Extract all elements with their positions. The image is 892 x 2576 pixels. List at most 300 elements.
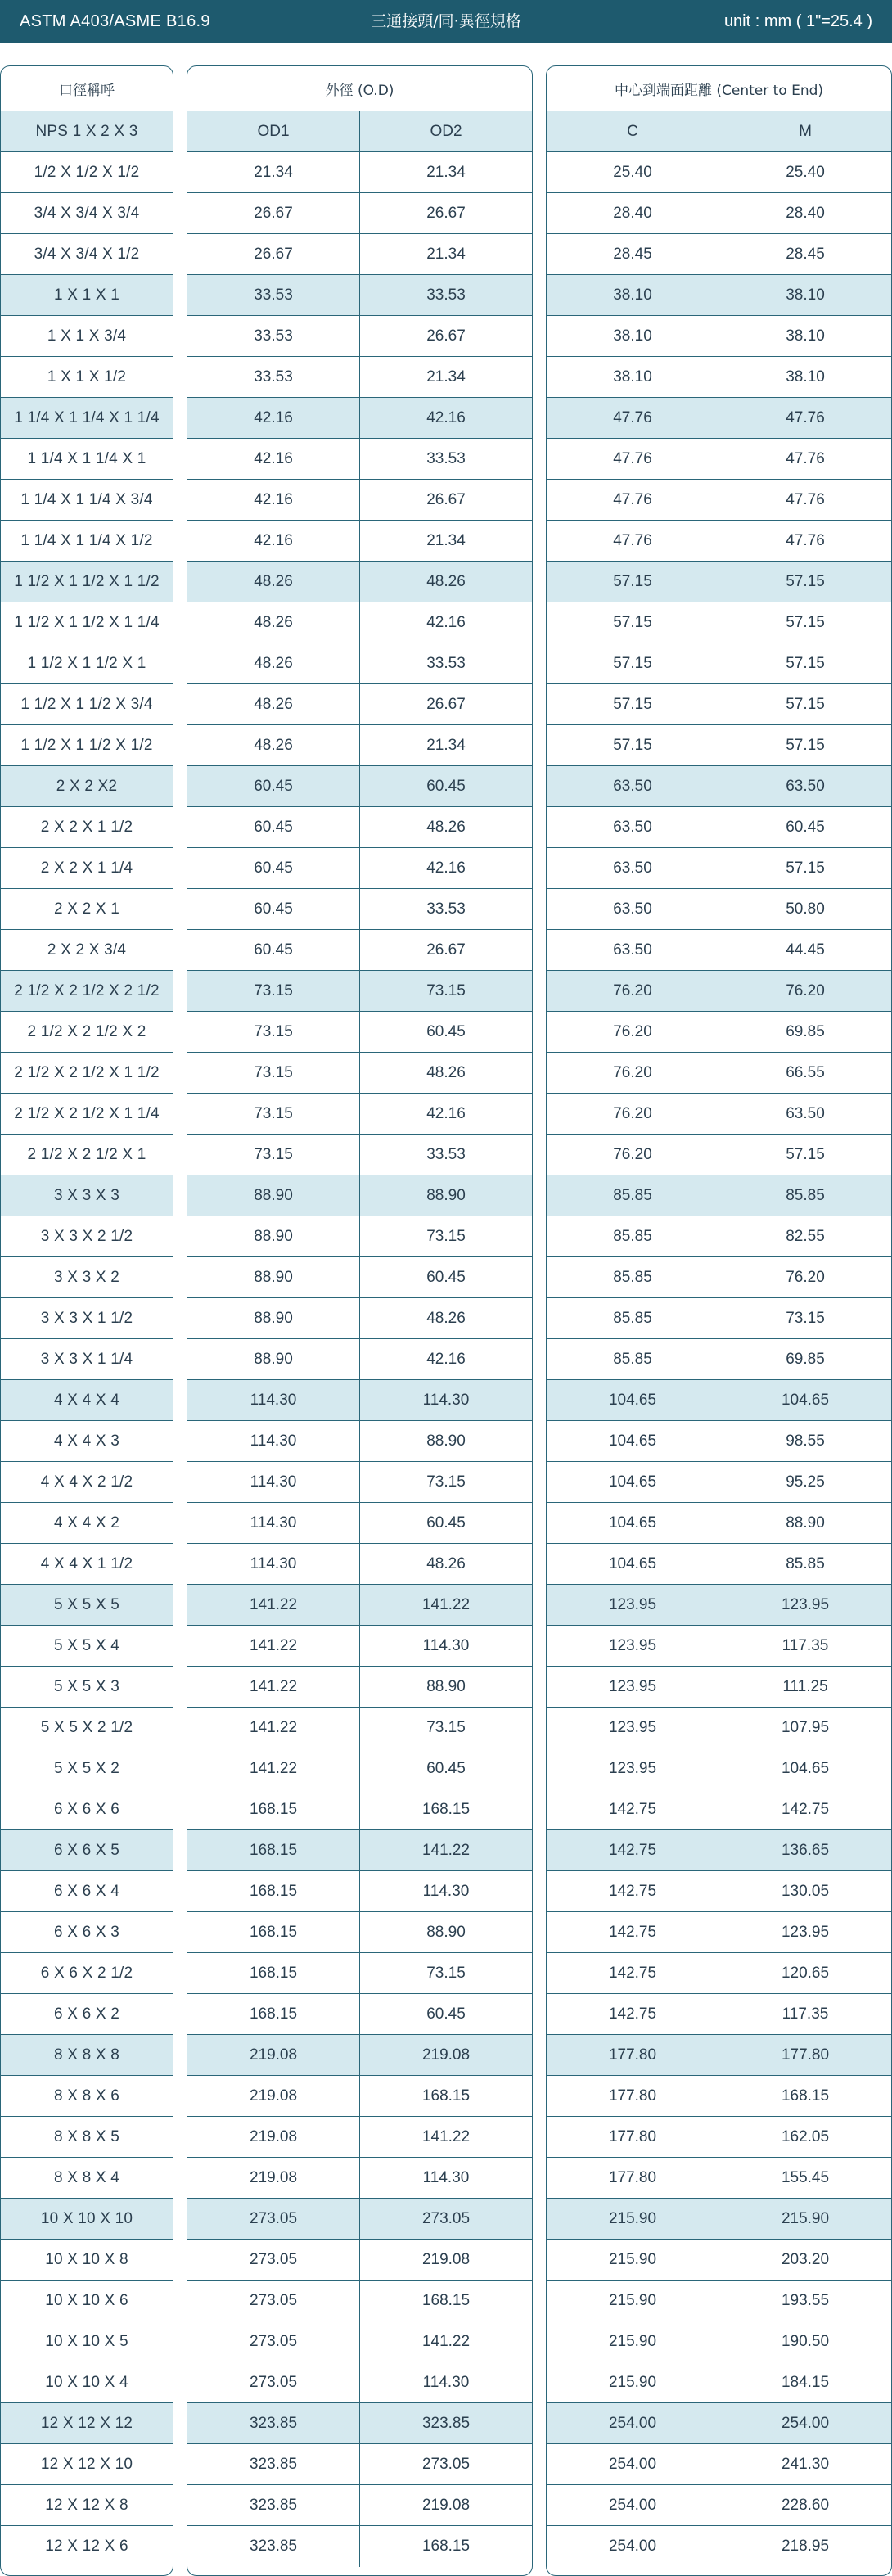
table-row bbox=[1, 357, 173, 398]
od2-cell: 141.22 bbox=[359, 2117, 532, 2157]
od2-cell: 26.67 bbox=[359, 684, 532, 724]
table-row bbox=[187, 2485, 532, 2526]
od2-cell: 60.45 bbox=[359, 1503, 532, 1543]
table-row bbox=[547, 398, 891, 439]
od2-cell: 33.53 bbox=[359, 889, 532, 929]
nps-cell: 1 1/2 X 1 1/2 X 1 bbox=[27, 654, 146, 672]
nps-cell: 6 X 6 X 3 bbox=[54, 1923, 119, 1941]
table-row bbox=[547, 1216, 891, 1257]
table-row bbox=[1, 725, 173, 766]
table-row bbox=[547, 2444, 891, 2485]
od2-cell: 323.85 bbox=[359, 2403, 532, 2443]
table-row bbox=[1, 848, 173, 889]
table-row bbox=[1, 111, 173, 152]
table-row bbox=[187, 1503, 532, 1544]
table-row bbox=[187, 1667, 532, 1708]
od2-cell: 60.45 bbox=[359, 766, 532, 806]
c-cell: 123.95 bbox=[608, 1677, 657, 1695]
table-row bbox=[547, 2403, 891, 2444]
c-cell: 215.90 bbox=[608, 2373, 657, 2391]
m-cell: 69.85 bbox=[719, 1339, 891, 1379]
od1-cell: 26.67 bbox=[254, 245, 293, 263]
c-cell: 85.85 bbox=[613, 1350, 652, 1368]
c-cell: 215.90 bbox=[608, 2332, 657, 2350]
table-row bbox=[187, 807, 532, 848]
table-row bbox=[187, 848, 532, 889]
od1-cell: 168.15 bbox=[249, 1923, 298, 1941]
table-row bbox=[1, 1012, 173, 1053]
od2-cell: 42.16 bbox=[359, 602, 532, 643]
od2-cell: 88.90 bbox=[359, 1912, 532, 1952]
nps-cell: 6 X 6 X 4 bbox=[54, 1882, 119, 1900]
od2-cell: 273.05 bbox=[359, 2444, 532, 2484]
od1-cell: 42.16 bbox=[254, 490, 293, 508]
od1-cell: 141.22 bbox=[249, 1677, 298, 1695]
table-row bbox=[547, 1503, 891, 1544]
table-row bbox=[187, 1257, 532, 1298]
nps-cell: 5 X 5 X 4 bbox=[54, 1636, 119, 1654]
table-row bbox=[187, 1175, 532, 1216]
od1-cell: 88.90 bbox=[254, 1309, 293, 1327]
table-row bbox=[1, 2281, 173, 2321]
table-row bbox=[1, 275, 173, 316]
od2-cell: 73.15 bbox=[359, 1462, 532, 1502]
table-row bbox=[547, 1544, 891, 1585]
table-row bbox=[187, 2281, 532, 2321]
table-row bbox=[1, 643, 173, 684]
m-cell: 98.55 bbox=[719, 1421, 891, 1461]
outer-diameter-panel bbox=[187, 65, 533, 2576]
table-row bbox=[187, 1708, 532, 1748]
nps-cell: 10 X 10 X 8 bbox=[45, 2250, 128, 2268]
od1-cell: 273.05 bbox=[249, 2291, 298, 2309]
od2-cell: 168.15 bbox=[359, 2526, 532, 2567]
nps-cell: 8 X 8 X 8 bbox=[54, 2046, 119, 2064]
nps-cell: 12 X 12 X 10 bbox=[40, 2455, 133, 2473]
c-cell: 215.90 bbox=[608, 2291, 657, 2309]
c-cell: 63.50 bbox=[613, 777, 652, 795]
table-row bbox=[187, 1544, 532, 1585]
od1-cell: 168.15 bbox=[249, 1964, 298, 1982]
od2-cell: 21.34 bbox=[359, 152, 532, 192]
m-cell: 104.65 bbox=[719, 1748, 891, 1789]
table-row bbox=[187, 234, 532, 275]
nps-cell: 2 X 2 X 3/4 bbox=[47, 941, 127, 959]
od2-cell: 141.22 bbox=[359, 2321, 532, 2362]
c-cell: 76.20 bbox=[613, 981, 652, 999]
nps-cell: 2 1/2 X 2 1/2 X 2 1/2 bbox=[14, 981, 160, 999]
table-row bbox=[1, 807, 173, 848]
nominal-size-panel bbox=[0, 65, 173, 2576]
m-cell: 162.05 bbox=[719, 2117, 891, 2157]
od2-cell: 168.15 bbox=[359, 1789, 532, 1829]
nominal-size-header: 口徑稱呼 bbox=[1, 66, 173, 111]
nps-cell: 12 X 12 X 8 bbox=[45, 2496, 128, 2514]
table-row bbox=[547, 1339, 891, 1380]
table-row bbox=[547, 152, 891, 193]
nps-cell: 12 X 12 X 6 bbox=[45, 2538, 128, 2555]
table-row bbox=[187, 152, 532, 193]
table-row bbox=[547, 2526, 891, 2567]
od2-cell: 73.15 bbox=[359, 1708, 532, 1748]
table-row bbox=[547, 521, 891, 562]
od2-cell: 219.08 bbox=[359, 2035, 532, 2075]
c-cell: 123.95 bbox=[608, 1759, 657, 1777]
od1-cell: 42.16 bbox=[254, 408, 293, 426]
nps-cell: 1 1/4 X 1 1/4 X 1/2 bbox=[20, 531, 153, 549]
od2-cell: 33.53 bbox=[359, 643, 532, 683]
table-row bbox=[1, 2076, 173, 2117]
table-row bbox=[1, 1216, 173, 1257]
m-cell: 44.45 bbox=[719, 930, 891, 970]
od2-cell: 48.26 bbox=[359, 1544, 532, 1584]
c-cell: 76.20 bbox=[613, 1104, 652, 1122]
nps-cell: 1 1/2 X 1 1/2 X 1 1/2 bbox=[14, 572, 160, 590]
od2-cell: 88.90 bbox=[359, 1421, 532, 1461]
c-cell: 177.80 bbox=[608, 2127, 657, 2145]
m-cell: 85.85 bbox=[719, 1544, 891, 1584]
table-row bbox=[547, 1912, 891, 1953]
c-cell: 177.80 bbox=[608, 2087, 657, 2105]
table-row bbox=[547, 2035, 891, 2076]
od1-cell: 219.08 bbox=[249, 2046, 298, 2064]
column-header-nps: NPS 1 X 2 X 3 bbox=[35, 122, 138, 140]
od2-cell: 273.05 bbox=[359, 2199, 532, 2239]
table-row bbox=[1, 2158, 173, 2199]
table-row bbox=[1, 2321, 173, 2362]
od2-cell: 114.30 bbox=[359, 1380, 532, 1420]
c-cell: 57.15 bbox=[613, 736, 652, 754]
table-row bbox=[547, 111, 891, 152]
m-cell: 120.65 bbox=[719, 1953, 891, 1993]
table-row bbox=[187, 1298, 532, 1339]
c-cell: 142.75 bbox=[608, 2005, 657, 2023]
od1-cell: 33.53 bbox=[254, 368, 293, 386]
nps-cell: 8 X 8 X 6 bbox=[54, 2087, 119, 2105]
od2-cell: 42.16 bbox=[359, 398, 532, 438]
c-cell: 254.00 bbox=[608, 2538, 657, 2555]
m-cell: 111.25 bbox=[719, 1667, 891, 1707]
table-row bbox=[187, 2076, 532, 2117]
table-row bbox=[187, 1830, 532, 1871]
m-cell: 190.50 bbox=[719, 2321, 891, 2362]
od2-cell: 42.16 bbox=[359, 848, 532, 888]
nps-cell: 6 X 6 X 2 1/2 bbox=[40, 1964, 133, 1982]
od1-cell: 273.05 bbox=[249, 2332, 298, 2350]
od1-cell: 114.30 bbox=[250, 1391, 297, 1409]
nps-cell: 1 1/2 X 1 1/2 X 1/2 bbox=[20, 736, 153, 754]
table-row bbox=[1, 2199, 173, 2240]
table-row bbox=[187, 602, 532, 643]
table-row bbox=[547, 2240, 891, 2281]
c-cell: 63.50 bbox=[613, 900, 652, 918]
table-row bbox=[547, 1994, 891, 2035]
nps-cell: 4 X 4 X 2 bbox=[54, 1514, 119, 1532]
c-cell: 47.76 bbox=[613, 449, 652, 467]
c-cell: 104.65 bbox=[608, 1554, 657, 1572]
od2-cell: 21.34 bbox=[359, 234, 532, 274]
c-cell: 123.95 bbox=[608, 1718, 657, 1736]
od1-cell: 48.26 bbox=[254, 695, 293, 713]
table-row bbox=[187, 643, 532, 684]
table-row bbox=[187, 1094, 532, 1135]
od2-cell: 48.26 bbox=[359, 562, 532, 602]
table-row bbox=[547, 643, 891, 684]
c-cell: 28.45 bbox=[613, 245, 652, 263]
nps-cell: 1 1/2 X 1 1/2 X 3/4 bbox=[20, 695, 153, 713]
od2-cell: 26.67 bbox=[359, 930, 532, 970]
od2-cell: 73.15 bbox=[359, 1216, 532, 1256]
od1-cell: 73.15 bbox=[254, 1063, 293, 1081]
m-cell: 38.10 bbox=[719, 316, 891, 356]
table-row bbox=[187, 889, 532, 930]
table-row bbox=[1, 684, 173, 725]
table-row bbox=[187, 2035, 532, 2076]
table-row bbox=[547, 1421, 891, 1462]
nps-cell: 5 X 5 X 2 1/2 bbox=[40, 1718, 133, 1736]
table-row bbox=[1, 316, 173, 357]
od2-cell: 48.26 bbox=[359, 807, 532, 847]
c-cell: 28.40 bbox=[613, 204, 652, 222]
od2-cell: 26.67 bbox=[359, 316, 532, 356]
od1-cell: 168.15 bbox=[249, 2005, 298, 2023]
table-row bbox=[187, 2321, 532, 2362]
table-row bbox=[1, 1994, 173, 2035]
od1-cell: 60.45 bbox=[254, 941, 293, 959]
table-row bbox=[1, 602, 173, 643]
table-row bbox=[187, 1789, 532, 1830]
table-row bbox=[1, 1053, 173, 1094]
table-row bbox=[187, 2117, 532, 2158]
nps-cell: 5 X 5 X 3 bbox=[54, 1677, 119, 1695]
table-row bbox=[187, 766, 532, 807]
c-cell: 104.65 bbox=[608, 1391, 657, 1409]
table-row bbox=[187, 275, 532, 316]
table-row bbox=[1, 1748, 173, 1789]
column-header-od2: OD2 bbox=[359, 111, 532, 151]
od1-cell: 60.45 bbox=[254, 859, 293, 877]
table-row bbox=[187, 2362, 532, 2403]
m-cell: 193.55 bbox=[719, 2281, 891, 2321]
nps-cell: 2 X 2 X 1 1/2 bbox=[40, 818, 133, 836]
table-row bbox=[187, 1585, 532, 1626]
od1-cell: 273.05 bbox=[249, 2250, 298, 2268]
c-cell: 76.20 bbox=[613, 1145, 652, 1163]
table-row bbox=[187, 1339, 532, 1380]
nps-cell: 2 1/2 X 2 1/2 X 1 1/2 bbox=[14, 1063, 160, 1081]
table-row bbox=[547, 562, 891, 602]
nps-cell: 6 X 6 X 6 bbox=[54, 1800, 119, 1818]
od1-cell: 219.08 bbox=[249, 2087, 298, 2105]
od1-cell: 323.85 bbox=[249, 2414, 298, 2432]
table-row bbox=[547, 1094, 891, 1135]
table-row bbox=[547, 234, 891, 275]
table-row bbox=[187, 1626, 532, 1667]
nps-cell: 3 X 3 X 3 bbox=[54, 1186, 119, 1204]
table-row bbox=[187, 480, 532, 521]
m-cell: 25.40 bbox=[719, 152, 891, 192]
table-row bbox=[1, 234, 173, 275]
nps-cell: 8 X 8 X 4 bbox=[54, 2168, 119, 2186]
od2-cell: 141.22 bbox=[359, 1830, 532, 1870]
table-row bbox=[1, 152, 173, 193]
nps-cell: 10 X 10 X 6 bbox=[45, 2291, 128, 2309]
m-cell: 104.65 bbox=[719, 1380, 891, 1420]
m-cell: 63.50 bbox=[719, 766, 891, 806]
table-row bbox=[187, 1380, 532, 1421]
od1-cell: 273.05 bbox=[249, 2209, 298, 2227]
m-cell: 76.20 bbox=[719, 971, 891, 1011]
od1-cell: 168.15 bbox=[249, 1841, 298, 1859]
table-row bbox=[1, 2240, 173, 2281]
m-cell: 28.45 bbox=[719, 234, 891, 274]
table-row bbox=[187, 357, 532, 398]
table-row bbox=[187, 2526, 532, 2567]
od2-cell: 42.16 bbox=[359, 1339, 532, 1379]
nps-cell: 8 X 8 X 5 bbox=[54, 2127, 119, 2145]
table-row bbox=[187, 1871, 532, 1912]
table-row bbox=[1, 1830, 173, 1871]
table-row bbox=[187, 725, 532, 766]
center-to-end-panel bbox=[546, 65, 892, 2576]
c-cell: 57.15 bbox=[613, 654, 652, 672]
m-cell: 73.15 bbox=[719, 1298, 891, 1338]
m-cell: 117.35 bbox=[719, 1626, 891, 1666]
center-to-end-rows bbox=[547, 111, 891, 2567]
table-row bbox=[1, 480, 173, 521]
table-row bbox=[547, 1462, 891, 1503]
od2-cell: 48.26 bbox=[359, 1053, 532, 1093]
nps-cell: 2 1/2 X 2 1/2 X 1 bbox=[27, 1145, 146, 1163]
table-row bbox=[1, 766, 173, 807]
nps-cell: 10 X 10 X 10 bbox=[40, 2209, 133, 2227]
c-cell: 57.15 bbox=[613, 613, 652, 631]
table-row bbox=[547, 1053, 891, 1094]
m-cell: 241.30 bbox=[719, 2444, 891, 2484]
m-cell: 254.00 bbox=[719, 2403, 891, 2443]
table-row bbox=[1, 1094, 173, 1135]
c-cell: 215.90 bbox=[608, 2250, 657, 2268]
c-cell: 63.50 bbox=[613, 818, 652, 836]
nps-cell: 6 X 6 X 5 bbox=[54, 1841, 119, 1859]
od2-cell: 168.15 bbox=[359, 2076, 532, 2116]
nps-cell: 4 X 4 X 1 1/2 bbox=[40, 1554, 133, 1572]
table-row bbox=[547, 1626, 891, 1667]
m-cell: 57.15 bbox=[719, 848, 891, 888]
table-row bbox=[187, 930, 532, 971]
od2-cell: 33.53 bbox=[359, 275, 532, 315]
c-cell: 76.20 bbox=[613, 1022, 652, 1040]
nps-cell: 5 X 5 X 5 bbox=[54, 1595, 119, 1613]
m-cell: 57.15 bbox=[719, 602, 891, 643]
od2-cell: 21.34 bbox=[359, 521, 532, 561]
table-row bbox=[1, 1298, 173, 1339]
title-bar bbox=[0, 0, 892, 43]
standard-label: ASTM A403/ASME B16.9 bbox=[20, 12, 210, 30]
table-row bbox=[187, 1462, 532, 1503]
c-cell: 123.95 bbox=[608, 1636, 657, 1654]
table-row bbox=[187, 2158, 532, 2199]
table-row bbox=[187, 1912, 532, 1953]
m-cell: 47.76 bbox=[719, 439, 891, 479]
od1-cell: 33.53 bbox=[254, 327, 293, 345]
page-title: 三通接頭/同‧異徑規格 bbox=[371, 12, 521, 30]
od1-cell: 88.90 bbox=[254, 1350, 293, 1368]
m-cell: 184.15 bbox=[719, 2362, 891, 2402]
c-cell: 104.65 bbox=[608, 1473, 657, 1491]
od1-cell: 60.45 bbox=[254, 818, 293, 836]
table-row bbox=[547, 1789, 891, 1830]
table-row bbox=[547, 1175, 891, 1216]
table-row bbox=[1, 1708, 173, 1748]
table-row bbox=[547, 1135, 891, 1175]
m-cell: 95.25 bbox=[719, 1462, 891, 1502]
table-row bbox=[187, 562, 532, 602]
od1-cell: 73.15 bbox=[254, 1104, 293, 1122]
c-cell: 63.50 bbox=[613, 941, 652, 959]
table-row bbox=[1, 1789, 173, 1830]
nps-cell: 4 X 4 X 3 bbox=[54, 1432, 119, 1450]
c-cell: 76.20 bbox=[613, 1063, 652, 1081]
table-row bbox=[1, 1503, 173, 1544]
table-row bbox=[547, 2117, 891, 2158]
c-cell: 254.00 bbox=[608, 2414, 657, 2432]
table-row bbox=[547, 2321, 891, 2362]
table-row bbox=[1, 889, 173, 930]
c-cell: 47.76 bbox=[613, 408, 652, 426]
m-cell: 38.10 bbox=[719, 275, 891, 315]
unit-label: unit : mm ( 1"=25.4 ) bbox=[723, 12, 872, 30]
outer-diameter-rows bbox=[187, 111, 532, 2567]
nps-cell: 2 1/2 X 2 1/2 X 1 1/4 bbox=[14, 1104, 160, 1122]
nps-cell: 4 X 4 X 4 bbox=[54, 1391, 119, 1409]
table-row bbox=[1, 562, 173, 602]
m-cell: 130.05 bbox=[719, 1871, 891, 1911]
nps-cell: 1/2 X 1/2 X 1/2 bbox=[34, 163, 140, 181]
table-row bbox=[547, 1748, 891, 1789]
m-cell: 60.45 bbox=[719, 807, 891, 847]
table-row bbox=[1, 1135, 173, 1175]
od1-cell: 48.26 bbox=[254, 736, 293, 754]
m-cell: 107.95 bbox=[719, 1708, 891, 1748]
od2-cell: 114.30 bbox=[359, 1871, 532, 1911]
m-cell: 203.20 bbox=[719, 2240, 891, 2280]
c-cell: 85.85 bbox=[613, 1268, 652, 1286]
nps-cell: 1 1/2 X 1 1/2 X 1 1/4 bbox=[14, 613, 160, 631]
table-row bbox=[1, 1667, 173, 1708]
table-row bbox=[187, 1053, 532, 1094]
m-cell: 38.10 bbox=[719, 357, 891, 397]
table-row bbox=[1, 193, 173, 234]
c-cell: 57.15 bbox=[613, 572, 652, 590]
column-header-m: M bbox=[719, 111, 891, 151]
table-row bbox=[547, 2076, 891, 2117]
table-row bbox=[187, 111, 532, 152]
m-cell: 76.20 bbox=[719, 1257, 891, 1297]
table-row bbox=[547, 439, 891, 480]
nps-cell: 3 X 3 X 2 1/2 bbox=[40, 1227, 133, 1245]
m-cell: 123.95 bbox=[719, 1585, 891, 1625]
c-cell: 63.50 bbox=[613, 859, 652, 877]
table-row bbox=[1, 1953, 173, 1994]
od1-cell: 73.15 bbox=[254, 1145, 293, 1163]
table-row bbox=[547, 1012, 891, 1053]
m-cell: 28.40 bbox=[719, 193, 891, 233]
c-cell: 177.80 bbox=[608, 2168, 657, 2186]
table-row bbox=[187, 1012, 532, 1053]
table-row bbox=[547, 2485, 891, 2526]
table-row bbox=[547, 930, 891, 971]
